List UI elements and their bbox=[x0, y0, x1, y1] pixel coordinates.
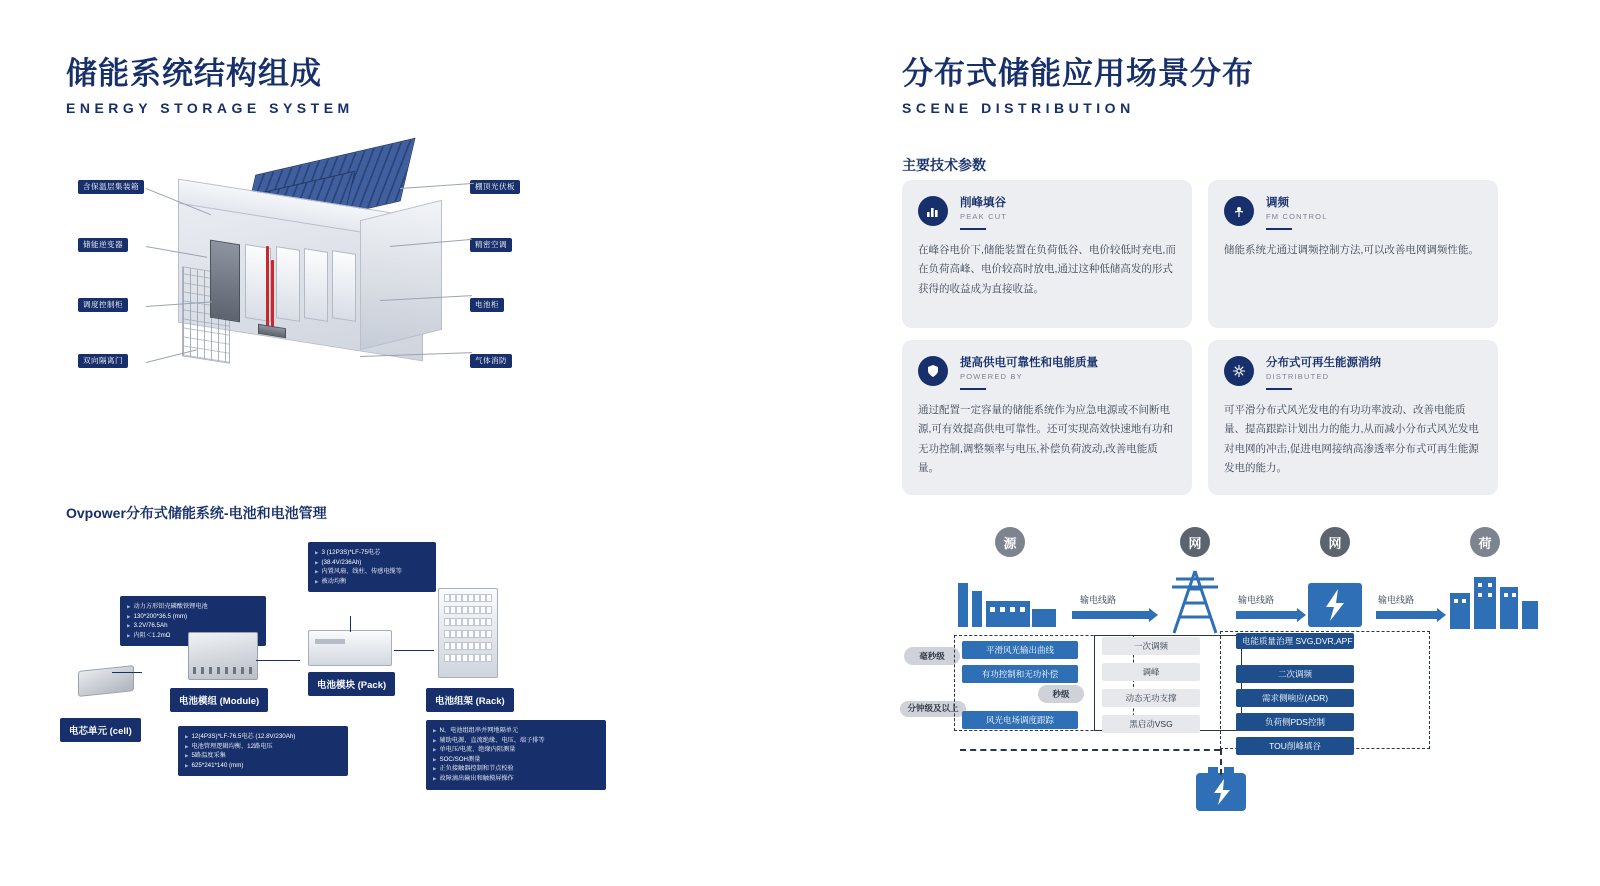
leader-line bbox=[400, 183, 474, 189]
rack-spec-line: ▶ N、电池组组串并网地隔单元 bbox=[433, 726, 599, 736]
callout-inverter: 储能逆变器 bbox=[78, 238, 128, 252]
inverter-cabinet bbox=[210, 240, 240, 323]
card-fm-control bbox=[1208, 180, 1498, 328]
card-rule bbox=[1266, 388, 1292, 390]
flow-line-label-3: 输电线路 bbox=[1378, 595, 1415, 605]
pack-spec-line: ▶ (38.4V/236Ah) bbox=[315, 558, 429, 568]
flow-pill-peak-shaving: 调峰 bbox=[1102, 663, 1200, 681]
callout-bidirectional-door: 双向隔离门 bbox=[78, 354, 128, 368]
container-illustration bbox=[60, 150, 580, 420]
snowflake-icon bbox=[1224, 356, 1254, 386]
cell-spec-line: ▶ 内阻＜1.2mΩ bbox=[127, 631, 259, 641]
right-title-block bbox=[902, 48, 1254, 116]
tag-cell: 电芯单元 (cell) bbox=[60, 718, 141, 742]
tag-rack: 电池组架 (Rack) bbox=[426, 688, 514, 712]
flow-pill-dynamic-reactive: 动态无功支撑 bbox=[1102, 689, 1200, 707]
rack-spec-line: ▶ 故障滴出输出和触摸屏操作 bbox=[433, 774, 599, 784]
card-body: 通过配置一定容量的储能系统作为应急电源或不间断电源,可有效提高供电可靠性。还可实现高效快速地有功和无功控制,调整频率与电压,补偿负荷波动,改善电能质量。 bbox=[918, 404, 1173, 475]
left-title-block bbox=[66, 48, 354, 116]
card-subtitle: FM CONTROL bbox=[1266, 212, 1328, 221]
flow-pill-smooth-curve: 平滑风光输出曲线 bbox=[962, 641, 1078, 659]
rack-spec-line: ▶ 单电压/电流、绝缘内阻测量 bbox=[433, 745, 599, 755]
flow-pill-power-quality: 电能质量治理 SVG,DVR,APF bbox=[1236, 633, 1354, 649]
card-body: 储能系统尤通过调频控制方法,可以改善电网调频性能。 bbox=[1224, 244, 1479, 256]
rack-image bbox=[438, 588, 498, 678]
page-subtitle: ENERGY STORAGE SYSTEM bbox=[66, 100, 354, 116]
callout-precision-ac: 精密空调 bbox=[470, 238, 512, 252]
city-buildings-icon bbox=[1446, 567, 1542, 638]
card-body: 可平滑分布式风光发电的有功功率波动、改善电能质量、提高跟踪计划出力的能力,从而减小分布式风光发电对电网的冲击,促进电网接纳高渗透率分布式可再生能源发电的能力。 bbox=[1224, 404, 1479, 475]
cell-image bbox=[78, 665, 134, 697]
tag-pack: 电池模块 (Pack) bbox=[308, 672, 395, 696]
shield-icon bbox=[918, 356, 948, 386]
fire-pipe-1 bbox=[266, 246, 269, 332]
chart-bar-icon bbox=[918, 196, 948, 226]
battery-link-line bbox=[960, 749, 1220, 751]
flow-pill-primary-fm: 一次调频 bbox=[1102, 637, 1200, 655]
battery-cabinet-1 bbox=[276, 246, 300, 322]
flow-pill-tou: TOU削峰填谷 bbox=[1236, 737, 1354, 755]
scene-flow-diagram bbox=[890, 505, 1580, 835]
container-side-door bbox=[360, 200, 442, 350]
rack-spec-line: ▶ SOC/SOH测量 bbox=[433, 755, 599, 765]
card-subtitle: PEAK CUT bbox=[960, 212, 1008, 221]
fire-pipe-2 bbox=[271, 260, 274, 332]
pack-spec-line: ▶ 被动均衡 bbox=[315, 577, 429, 587]
module-spec-line: ▶ 5路温度采集 bbox=[185, 751, 341, 761]
substation-icon bbox=[1302, 575, 1368, 638]
connector bbox=[112, 672, 142, 673]
card-subtitle: POWERED BY bbox=[960, 372, 1023, 381]
card-power-quality bbox=[902, 340, 1192, 495]
card-distributed-renewable bbox=[1208, 340, 1498, 495]
pack-spec-line: ▶ 内置风扇、线柱、传感电缆等 bbox=[315, 567, 429, 577]
cell-spec-line: ▶ 3.2V/76.5Ah bbox=[127, 621, 259, 631]
connector bbox=[350, 616, 351, 632]
flow-line-label-1: 输电线路 bbox=[1080, 595, 1117, 605]
flow-pill-pds: 负荷侧PDS控制 bbox=[1236, 713, 1354, 731]
card-title: 削峰填谷 bbox=[960, 197, 1006, 209]
card-title: 提高供电可靠性和电能质量 bbox=[960, 357, 1098, 369]
timescale-millisecond: 毫秒级 bbox=[904, 647, 960, 665]
card-peak-cut bbox=[902, 180, 1192, 328]
battery-cabinet-2 bbox=[304, 248, 328, 322]
card-title: 调频 bbox=[1266, 197, 1289, 209]
module-spec-line: ▶ 12(4P3S)*LF-76.5电芯 (12.8V/230Ah) bbox=[185, 732, 341, 742]
flow-node-source: 源 bbox=[995, 527, 1025, 557]
cell-spec-line: ▶ 动力方形铝壳磷酸铁锂电池 bbox=[127, 602, 259, 612]
callout-roof-pv: 棚顶光伏板 bbox=[470, 180, 520, 194]
card-rule bbox=[960, 228, 986, 230]
callout-battery-cabinet: 电池柜 bbox=[470, 298, 504, 312]
flow-pill-active-reactive: 有功控制和无功补偿 bbox=[962, 665, 1078, 683]
module-image bbox=[188, 632, 258, 680]
pack-spec-line: ▶ 3 (12P3S)*LF-75电芯 bbox=[315, 548, 429, 558]
battery-diagram bbox=[60, 520, 620, 820]
timescale-second: 秒级 bbox=[1038, 685, 1084, 703]
pack-spec-box bbox=[308, 542, 436, 592]
power-plant-icon bbox=[952, 575, 1062, 640]
right-page-title: 分布式储能应用场景分布 bbox=[902, 56, 1254, 91]
right-page-subtitle: SCENE DISTRIBUTION bbox=[902, 100, 1135, 116]
params-heading: 主要技术参数 bbox=[902, 157, 986, 173]
callout-gas-fire-fighting: 气体消防 bbox=[470, 354, 512, 368]
flow-pill-dispatch-tracking: 风光电场调度跟踪 bbox=[962, 711, 1078, 729]
card-title: 分布式可再生能源消纳 bbox=[1266, 357, 1381, 369]
callout-insulated-container: 含保温层集装箱 bbox=[78, 180, 144, 194]
battery-section-heading: Ovpower分布式储能系统-电池和电池管理 bbox=[66, 505, 327, 521]
connector bbox=[394, 650, 434, 651]
flow-pill-black-start: 黑启动VSG bbox=[1102, 715, 1200, 733]
card-rule bbox=[1266, 228, 1292, 230]
connector bbox=[256, 660, 300, 661]
callout-dispatch-cabinet: 调度控制柜 bbox=[78, 298, 128, 312]
signal-tower-icon bbox=[1224, 196, 1254, 226]
rack-spec-line: ▶ 辅助电源、直流绝缘、电压、端子排等 bbox=[433, 736, 599, 746]
flow-node-grid-1: 网 bbox=[1180, 527, 1210, 557]
tag-module: 电池模组 (Module) bbox=[170, 688, 268, 712]
flow-node-load: 荷 bbox=[1470, 527, 1500, 557]
rack-spec-line: ▶ 正负接触器控制和节点校验 bbox=[433, 764, 599, 774]
module-spec-box bbox=[178, 726, 348, 776]
flow-pill-adr: 需求侧响应(ADR) bbox=[1236, 689, 1354, 707]
timescale-minute: 分钟级及以上 bbox=[900, 701, 966, 717]
battery-cabinet-3 bbox=[332, 250, 356, 322]
cell-spec-line: ▶ 130*200*36.5 (mm) bbox=[127, 612, 259, 622]
pack-image bbox=[308, 630, 392, 666]
flow-arrow-2 bbox=[1236, 611, 1298, 619]
flow-node-grid-2: 网 bbox=[1320, 527, 1350, 557]
module-spec-line: ▶ 625*241*140 (mm) bbox=[185, 761, 341, 771]
card-rule bbox=[960, 388, 986, 390]
flow-line-label-2: 输电线路 bbox=[1238, 595, 1275, 605]
rack-spec-box bbox=[426, 720, 606, 790]
flow-pill-secondary-fm: 二次调频 bbox=[1236, 665, 1354, 683]
flow-arrow-3 bbox=[1376, 611, 1438, 619]
card-body: 在峰谷电价下,储能装置在负荷低谷、电价较低时充电,而在负荷高峰、电价较高时放电,通过这种低储高发的形式获得的收益成为直接收益。 bbox=[918, 244, 1176, 295]
flow-arrow-1 bbox=[1072, 611, 1150, 619]
card-subtitle: DISTRIBUTED bbox=[1266, 372, 1330, 381]
module-spec-line: ▶ 电池管理逻辑均衡、12路电压 bbox=[185, 742, 341, 752]
right-panel bbox=[860, 0, 1600, 886]
page-title: 储能系统结构组成 bbox=[66, 56, 322, 91]
battery-link-drop bbox=[1220, 749, 1222, 775]
